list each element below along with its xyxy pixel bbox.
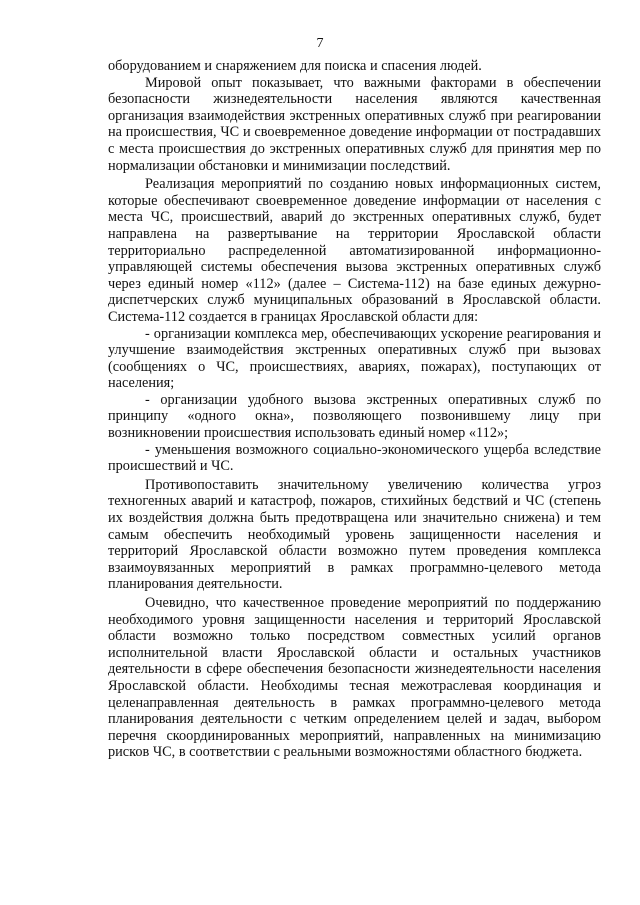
list-item-1: - организации комплекса мер, обеспечивающих ускорение реагирования и улучшение взаимодействия экстренных оперативных служб при вызовах (сообщениях о ЧС, происшествиях, авариях, пожарах), поступающих от населения; — [108, 325, 601, 392]
list-item-3: - уменьшения возможного социально-экономического ущерба вследствие происшествий и ЧС. — [108, 441, 601, 475]
document-body — [108, 58, 601, 761]
paragraph-3: Реализация мероприятий по созданию новых информационных систем, которые обеспечивают своевременное доведение информации от населения с места ЧС, происшествий, аварий до экстренных оперативных служб, будет направлена на развертывание на территории Ярославской области территориально распределенной автоматизированной информационно-управляющей системы обеспечения вызова экстренных оперативных служб через единый номер «112» (далее – Система-112) на базе единых дежурно-диспетчерских служб муниципальных образований в Ярославской области. Система-112 создается в границах Ярославской области для: — [108, 176, 601, 325]
paragraph-5: Очевидно, что качественное проведение мероприятий по поддержанию необходимого уровня защищенности населения и территорий Ярославской области возможно только посредством совместных усилий органов исполнительной власти Ярославской области и остальных участников деятельности в сфере обеспечения безопасности жизнедеятельности населения Ярославской области. Необходимы тесная межотраслевая координация и целенаправленная деятельность в рамках программно-целевого метода планирования деятельности с четким определением целей и задач, выбором перечня скоординированных мероприятий, направленных на минимизацию рисков ЧС, в соответствии с реальными возможностями областного бюджета. — [108, 595, 601, 761]
list-item-2: - организации удобного вызова экстренных оперативных служб по принципу «одного окна», позволяющего позвонившему лицу при возникновении происшествия использовать единый номер «112»; — [108, 391, 601, 442]
paragraph-1: оборудованием и снаряжением для поиска и спасения людей. — [108, 58, 482, 74]
page-number: 7 — [316, 36, 324, 51]
paragraph-4: Противопоставить значительному увеличению количества угроз техногенных аварий и катастроф, пожаров, стихийных бедствий и ЧС (степень их воздействия должна быть предотвращена или значительно снижена) и тем самым обеспечить необходимый уровень защищенности населения и территорий Ярославской области возможно путем проведения комплекса взаимоувязанных мероприятий в рамках программно-целевого метода планирования деятельности. — [108, 476, 601, 593]
paragraph-2: Мировой опыт показывает, что важными факторами в обеспечении безопасности жизнедеятельности населения являются качественная организация взаимодействия экстренных оперативных служб при реагировании на происшествия, ЧС и своевременное доведение информации от пострадавших с места происшествия до экстренных оперативных служб для принятия мер по нормализации обстановки и минимизации последствий. — [108, 74, 601, 174]
